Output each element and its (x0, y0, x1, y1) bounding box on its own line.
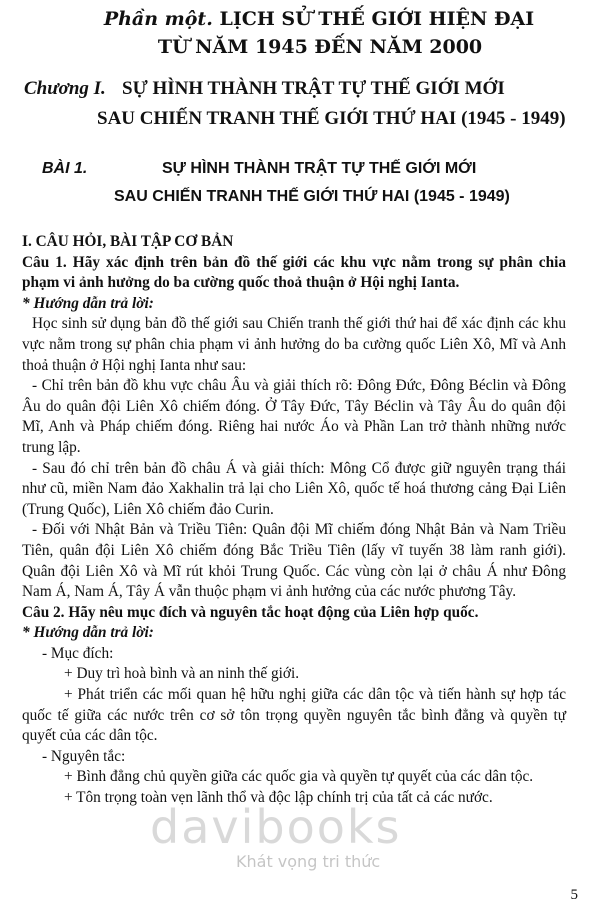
answer-2-principle-label: - Nguyên tắc: (42, 747, 126, 765)
page-number: 5 (570, 887, 578, 903)
answer-1-asia: - Sau đó chỉ trên bản đồ châu Á và giải thích: Mông Cổ được giữ nguyên trạng thái như cũ, miền Nam đảo Xakhalin trả lại cho Liên Xô, quốc tế hoá thương cảng Đại Liên (Trung Quốc), Liên Xô chiếm đảo Curin. (22, 459, 566, 518)
answer-2-purpose-1: + Duy trì hoà bình và an ninh thế giới. (64, 665, 300, 683)
lesson-label: BÀI 1. (42, 160, 88, 177)
part-subtitle: TỪ NĂM 1945 ĐẾN NĂM 2000 (157, 36, 483, 58)
answer-1-japan-korea: - Đối với Nhật Bản và Triều Tiên: Quân đội Mĩ chiếm đóng Nhật Bản và Nam Triều Tiên, quân đội Liên Xô chiếm đóng Bắc Triều Tiên (lấy vĩ tuyến 38 làm ranh giới). Quân đội Liên Xô và Mĩ rút khỏi Trung Quốc. Các vùng còn lại ở châu Á như Đông Nam Á, Nam Á, Tây Á vẫn thuộc phạm vi ảnh hưởng của các nước phương Tây. (22, 521, 566, 601)
answer-1-intro: Học sinh sử dụng bản đồ thế giới sau Chiến tranh thế giới thứ hai để xác định các khu vực nằm trong sự phân chia phạm vi ảnh hưởng do ba cường quốc Liên Xô, Mĩ và Anh thoả thuận ở Hội nghị Ianta như sau: (22, 315, 566, 374)
body-text (22, 232, 566, 809)
chapter-label: Chương I. (24, 78, 106, 99)
chapter-title-line1: SỰ HÌNH THÀNH TRẬT TỰ THẾ GIỚI MỚI (122, 78, 505, 99)
guide-heading-1: * Hướng dẫn trả lời: (22, 294, 154, 312)
answer-2-principle-2: + Tôn trọng toàn vẹn lãnh thổ và độc lập chính trị của tất cả các nước. (64, 789, 493, 807)
watermark-slogan: Khát vọng tri thức (236, 852, 381, 871)
lesson-title-line1: SỰ HÌNH THÀNH TRẬT TỰ THẾ GIỚI MỚI (162, 160, 477, 177)
watermark-brand: davibooks (150, 800, 402, 854)
guide-heading-2: * Hướng dẫn trả lời: (22, 624, 154, 642)
answer-2-purpose-2: + Phát triển các mối quan hệ hữu nghị giữa các dân tộc và tiến hành sự hợp tác quốc tế giữa các nước trên cơ sở tôn trọng quyền nguyên tắc bình đẳng và quyền tự quyết của các dân tộc. (22, 686, 566, 745)
section-title: I. CÂU HỎI, BÀI TẬP CƠ BẢN (22, 233, 234, 250)
part-title-text: LỊCH SỬ THẾ GIỚI HIỆN ĐẠI (219, 8, 535, 30)
chapter-title-line2: SAU CHIẾN TRANH THẾ GIỚI THỨ HAI (1945 - 1949) (97, 108, 566, 129)
question-1: Câu 1. Hãy xác định trên bản đồ thế giới các khu vực nằm trong sự phân chia phạm vi ảnh hưởng do ba cường quốc thoả thuận ở Hội nghị Ianta. (22, 253, 566, 292)
part-label: Phần một. (103, 8, 213, 30)
question-2: Câu 2. Hãy nêu mục đích và nguyên tắc hoạt động của Liên hợp quốc. (22, 603, 479, 621)
part-title (0, 6, 600, 32)
answer-1-europe: - Chỉ trên bản đồ khu vực châu Âu và giải thích rõ: Đông Đức, Đông Béclin và Đông Âu do quân đội Liên Xô chiếm đóng. Ở Tây Đức, Tây Béclin và Tây Âu do quân đội Mĩ, Anh và Pháp chiếm đóng. Riêng hai nước Áo và Phần Lan trở thành những nước trung lập. (22, 377, 566, 456)
answer-2-principle-1: + Bình đẳng chủ quyền giữa các quốc gia và quyền tự quyết của các dân tộc. (64, 768, 534, 786)
answer-2-purpose-label: - Mục đích: (42, 644, 114, 662)
lesson-title-line2: SAU CHIẾN TRANH THẾ GIỚI THỨ HAI (1945 - 1949) (114, 188, 510, 205)
